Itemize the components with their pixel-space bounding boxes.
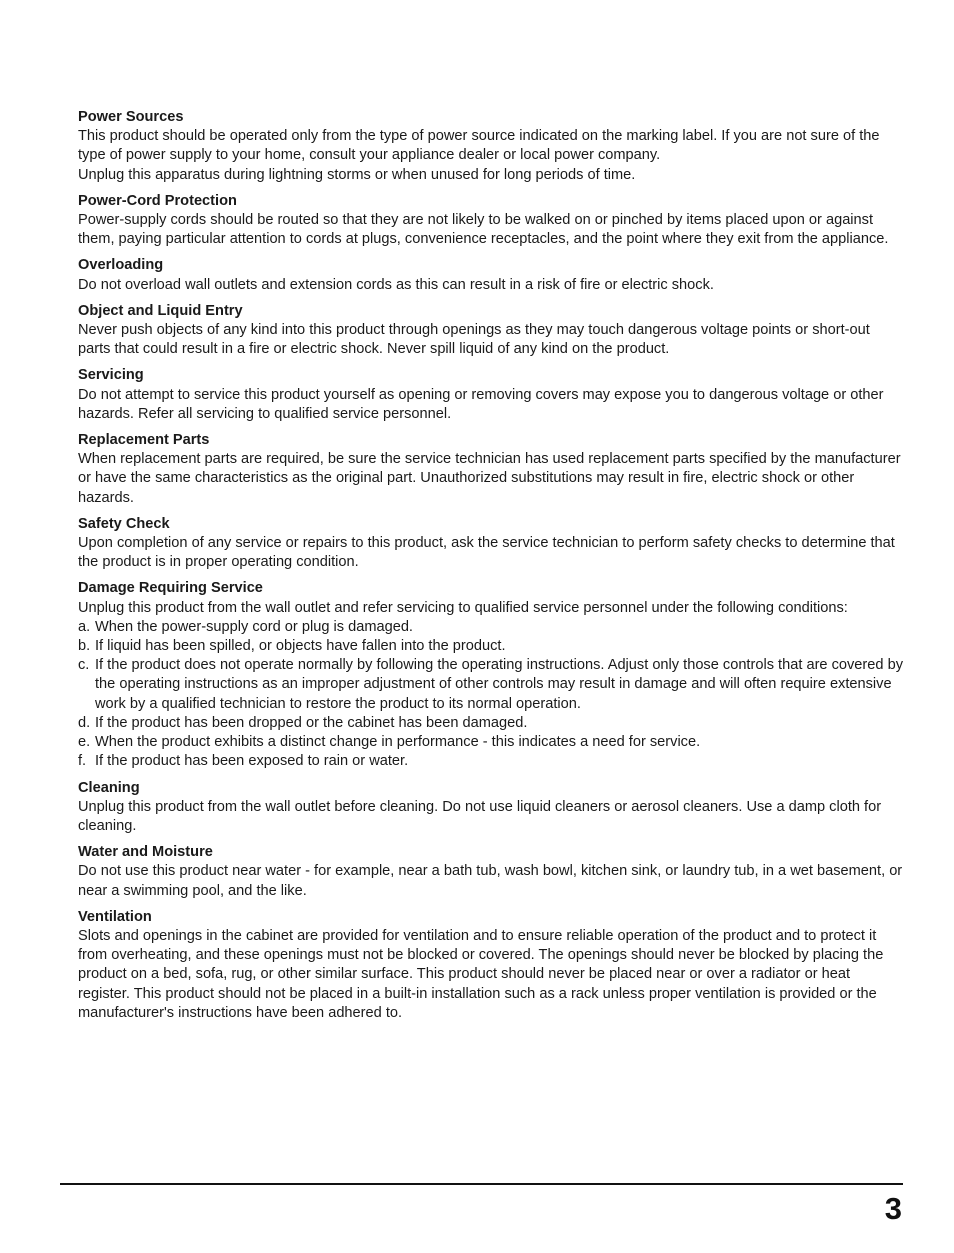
list-item — [78, 752, 904, 771]
section-power-cord-protection — [78, 192, 904, 250]
section-object-liquid-entry — [78, 302, 904, 360]
section-heading: Object and Liquid Entry — [78, 302, 243, 319]
section-heading: Replacement Parts — [78, 432, 210, 449]
list-item-text: If the product has been exposed to rain or water. — [95, 753, 409, 770]
section-heading: Power-Cord Protection — [78, 192, 237, 209]
section-paragraph: Do not overload wall outlets and extension cords as this can result in a risk of fire or electric shock. — [78, 276, 714, 293]
section-paragraph: Slots and openings in the cabinet are provided for ventilation and to ensure reliable operation of the product and to protect it from overheating, and these openings must not be blocked or covered. The openings should never be blocked by placing the product on a bed, sofa, rug, or other similar surface. This product should never be placed near or over a radiator or heat register. This product should not be placed in a built-in installation such as a rack unless proper ventilation is provided or the manufacturer's instructions have been adhered to. — [78, 927, 884, 1021]
section-heading: Overloading — [78, 257, 164, 274]
section-paragraph: Unplug this apparatus during lightning storms or when unused for long periods of time. — [78, 166, 636, 183]
section-heading: Water and Moisture — [78, 844, 213, 861]
section-heading: Servicing — [78, 367, 144, 384]
document-body — [78, 108, 904, 1030]
section-replacement-parts — [78, 431, 904, 508]
section-ventilation — [78, 908, 904, 1023]
list-item — [78, 618, 904, 637]
list-marker: c. — [78, 657, 90, 674]
section-heading: Safety Check — [78, 515, 170, 532]
section-heading: Ventilation — [78, 908, 152, 925]
list-item — [78, 637, 904, 656]
section-safety-check — [78, 515, 904, 573]
section-paragraph: Do not attempt to service this product yourself as opening or removing covers may expose you to dangerous voltage or other hazards. Refer all servicing to qualified service personnel. — [78, 386, 884, 422]
conditions-list — [78, 618, 904, 772]
list-item — [78, 714, 904, 733]
list-item-text: If the product has been dropped or the cabinet has been damaged. — [95, 714, 528, 731]
section-power-sources — [78, 108, 904, 185]
list-marker: f. — [78, 753, 87, 770]
section-heading: Power Sources — [78, 109, 184, 125]
section-paragraph: Never push objects of any kind into this product through openings as they may touch dangerous voltage points or short-out parts that could result in a fire or electric shock. Never spill liquid of any kind on the product. — [78, 322, 870, 358]
list-marker: a. — [78, 618, 91, 635]
list-item-text: If the product does not operate normally by following the operating instructions. Adjust only those controls that are covered by the operating instructions as an improper adjustment of other controls may result in damage and will often require extensive work by a qualified technician to restore the product to its normal operation. — [95, 657, 903, 712]
list-item-text: When the product exhibits a distinct change in performance - this indicates a need for service. — [95, 734, 701, 751]
footer-rule — [60, 1183, 903, 1185]
section-paragraph: Upon completion of any service or repairs to this product, ask the service technician to perform safety checks to determine that the product is in proper operating condition. — [78, 535, 895, 571]
section-damage-requiring-service — [78, 579, 904, 771]
section-paragraph: Unplug this product from the wall outlet and refer servicing to qualified service personnel under the following conditions: — [78, 599, 848, 616]
list-item-text: If liquid has been spilled, or objects have fallen into the product. — [95, 638, 506, 655]
section-overloading — [78, 256, 904, 294]
list-marker: e. — [78, 734, 91, 751]
section-water-moisture — [78, 843, 904, 901]
section-paragraph: When replacement parts are required, be sure the service technician has used replacement parts specified by the manufacturer or have the same characteristics as the original part. Unauthorized substitutions may result in fire, electric shock or other hazards. — [78, 451, 901, 506]
section-servicing — [78, 366, 904, 424]
section-heading: Cleaning — [78, 779, 140, 796]
section-paragraph: This product should be operated only from the type of power source indicated on the marking label. If you are not sure of the type of power supply to your home, consult your appliance dealer or local power company. — [78, 128, 880, 164]
section-cleaning — [78, 779, 904, 837]
list-marker: d. — [78, 714, 91, 731]
section-paragraph: Do not use this product near water - for example, near a bath tub, wash bowl, kitchen sink, or laundry tub, in a wet basement, or near a swimming pool, and the like. — [78, 863, 903, 899]
section-paragraph: Unplug this product from the wall outlet before cleaning. Do not use liquid cleaners or aerosol cleaners. Use a damp cloth for cleaning. — [78, 798, 882, 834]
page-number: 3 — [884, 1191, 902, 1226]
section-paragraph: Power-supply cords should be routed so that they are not likely to be walked on or pinched by items placed upon or against them, paying particular attention to cords at plugs, convenience receptacles, and the point where they exit from the appliance. — [78, 212, 889, 248]
list-item-text: When the power-supply cord or plug is damaged. — [95, 618, 413, 635]
list-item — [78, 656, 904, 714]
section-heading: Damage Requiring Service — [78, 580, 263, 597]
list-marker: b. — [78, 638, 91, 655]
list-item — [78, 733, 904, 752]
